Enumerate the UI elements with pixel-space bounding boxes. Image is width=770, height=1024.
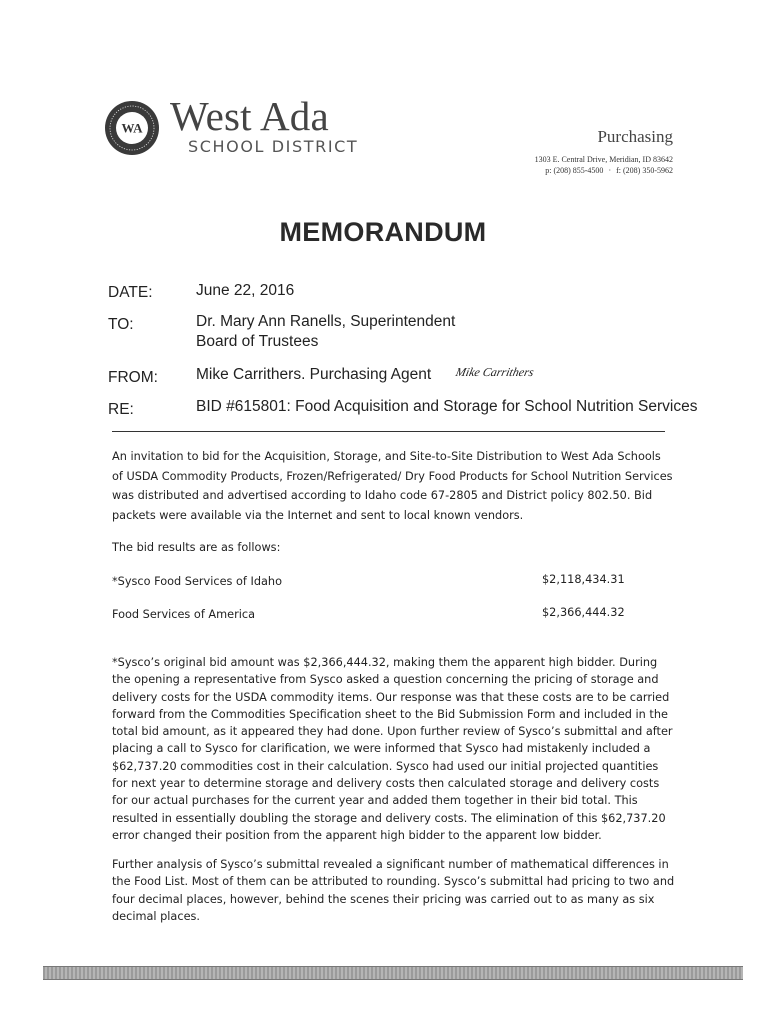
sysco-note-paragraph: *Sysco’s original bid amount was $2,366,444.32, making them the apparent high bidder. During the opening a representative from Sysco asked a question concerning the pricing of storage and delivery costs for the USDA commodity items. Our response was that these costs are to be carried forward from the Commodities Specification sheet to the Bid Submission Form and included in the total bid amount, as it appeared they had done. Upon further review of Sysco’s submittal and after placing a call to Sysco for clarification, we were informed that Sysco had mistakenly included a $62,737.20 commodities cost in their calculation. Sysco had used our initial projected quantities for next year to determine storage and delivery costs then calculated storage and delivery costs for our actual purchases for the current year and added them together in their bid total. This resulted in essentially doubling the storage and delivery costs. The elimination of this $62,737.20 error changed their position from the apparent high bidder to the apparent low bidder.: [112, 656, 673, 842]
bid-vendor-fsa: Food Services of America: [112, 608, 255, 621]
re-label: RE:: [108, 401, 134, 418]
header-divider: [112, 431, 665, 432]
memo-title: MEMORANDUM: [279, 217, 487, 247]
district-name: West Ada: [170, 93, 329, 139]
district-seal-logo: [104, 100, 160, 156]
to-line-board: Board of Trustees: [196, 333, 319, 350]
from-value: Mike Carrithers. Purchasing Agent: [196, 366, 432, 383]
results-heading: The bid results are as follows:: [112, 541, 281, 554]
logo-text: WA: [121, 120, 143, 136]
footer-bar: [43, 966, 743, 980]
to-line-superintendent: Dr. Mary Ann Ranells, Superintendent: [196, 313, 456, 330]
intro-paragraph: An invitation to bid for the Acquisition, Storage, and Site-to-Site Distribution to West Ada Schools of USDA Commodity Products, Frozen/Refrigerated/ Dry Food Products for School Nutrition Services was distributed and advertised according to Idaho code 67-2805 and District policy 802.50. Bid packets were available via the Internet and sent to local known vendors.: [112, 450, 673, 522]
handwritten-signature: Mike Carrithers: [454, 365, 536, 379]
fax-number: f: (208) 350-5962: [616, 166, 673, 175]
analysis-paragraph: Further analysis of Sysco’s submittal revealed a significant number of mathematical differences in the Food List. Most of them can be attributed to rounding. Sysco’s submittal had pricing to two and four decimal places, however, behind the scenes their pricing was carried out to as many as six decimal places.: [112, 858, 675, 923]
re-subject: BID #615801: Food Acquisition and Storage for School Nutrition Services: [196, 398, 698, 415]
to-label: TO:: [108, 316, 134, 333]
contact-block: [535, 154, 673, 176]
phone-number: p: (208) 855-4500: [545, 166, 604, 175]
date-label: DATE:: [108, 284, 153, 301]
to-recipients: [196, 312, 455, 352]
district-subtitle: SCHOOL DISTRICT: [188, 137, 359, 156]
bid-amount-fsa: $2,366,444.32: [542, 606, 625, 619]
date-value: June 22, 2016: [196, 282, 295, 299]
contact-separator: ·: [608, 166, 612, 175]
phone-fax-line: [535, 165, 673, 176]
bid-vendor-sysco: *Sysco Food Services of Idaho: [112, 575, 282, 588]
bid-amount-sysco: $2,118,434.31: [542, 573, 625, 586]
department-name: Purchasing: [597, 127, 673, 146]
from-label: FROM:: [108, 369, 158, 386]
address-line: 1303 E. Central Drive, Meridian, ID 83642: [534, 155, 673, 164]
